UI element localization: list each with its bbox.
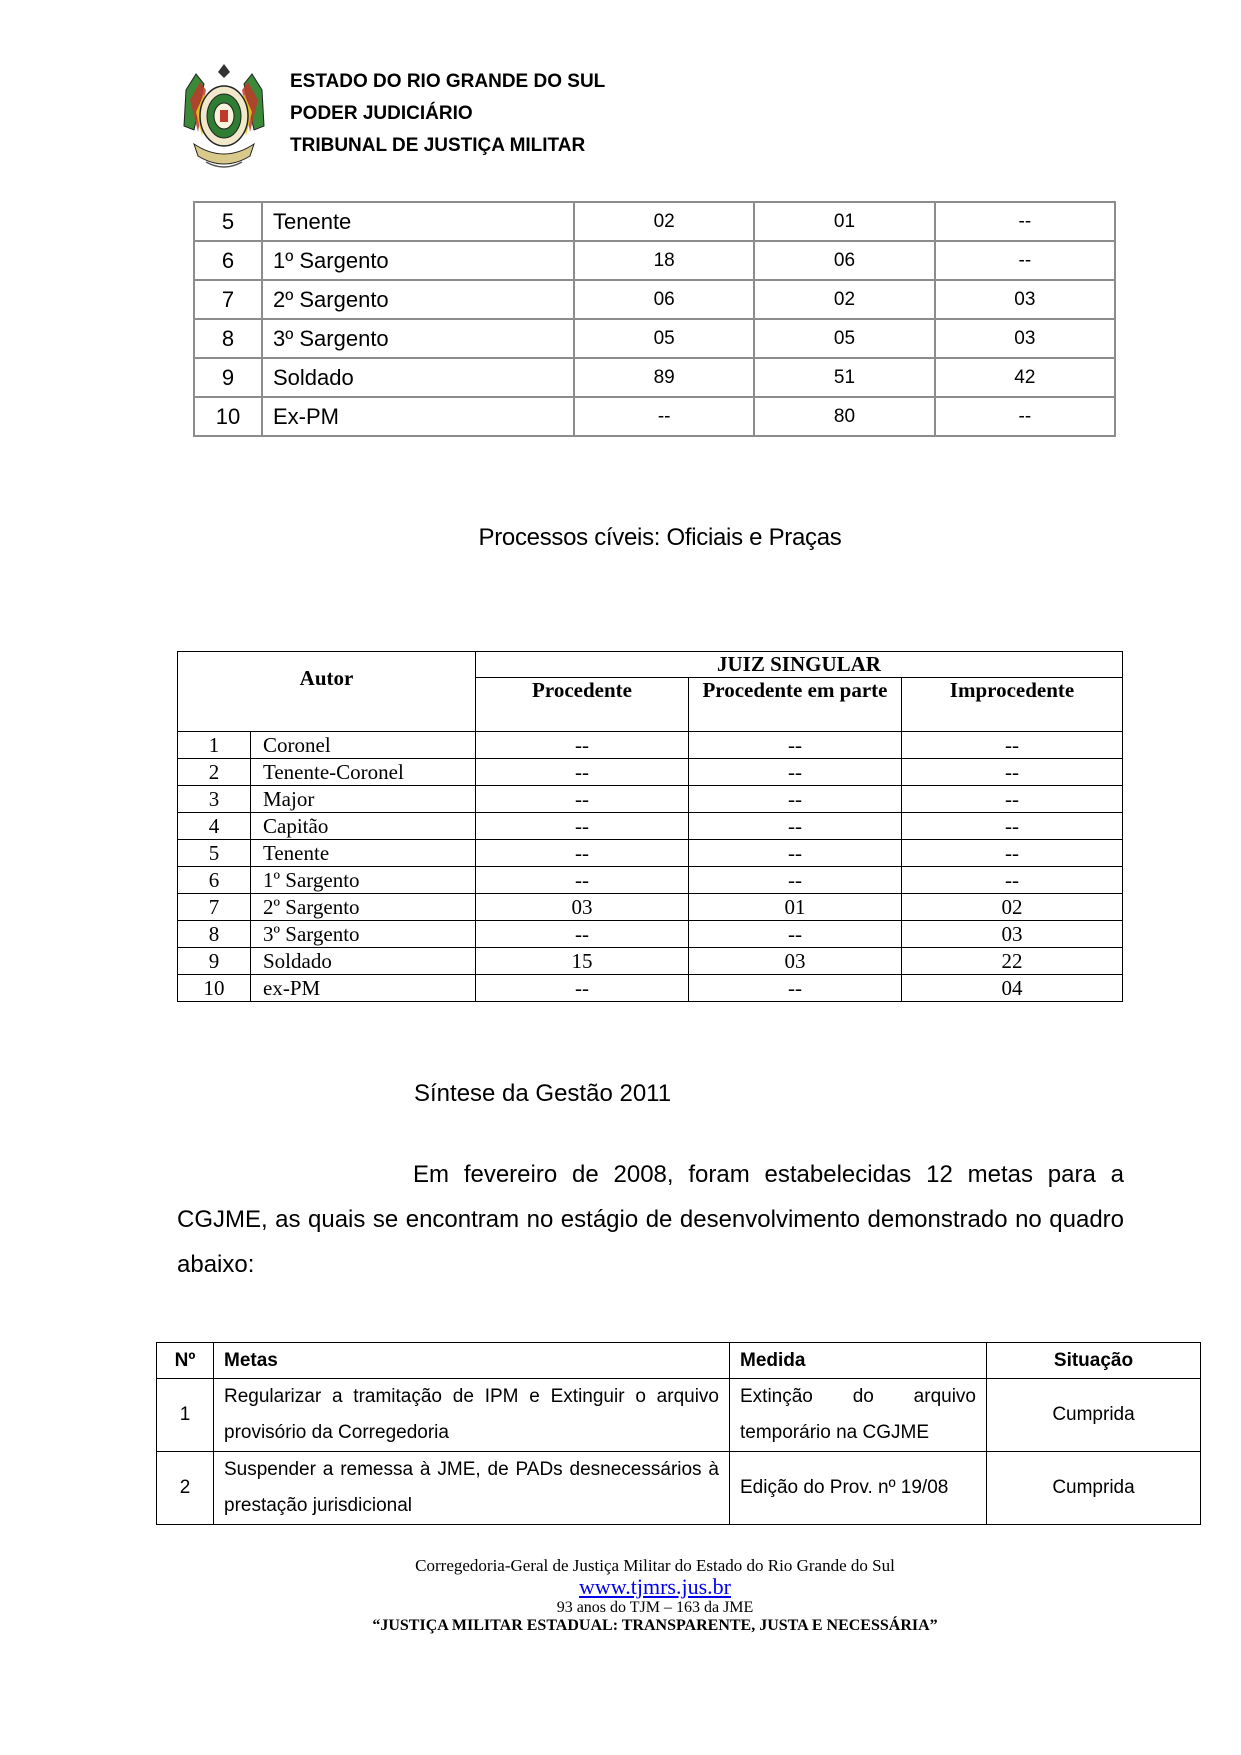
procedente-em-parte-cell: -- bbox=[689, 975, 902, 1002]
goals-number-header: Nº bbox=[157, 1343, 214, 1379]
autor-header: Autor bbox=[178, 652, 476, 732]
rank-name: Ex-PM bbox=[262, 397, 574, 436]
table-row bbox=[178, 813, 1123, 840]
goal-medida: Edição do Prov. nº 19/08 bbox=[730, 1452, 987, 1525]
row-number: 6 bbox=[178, 867, 251, 894]
improcedente-cell: -- bbox=[902, 732, 1123, 759]
table-row bbox=[194, 319, 1115, 358]
rank-name: 1º Sargento bbox=[262, 241, 574, 280]
rank-name: Capitão bbox=[251, 813, 476, 840]
header-state: ESTADO DO RIO GRANDE DO SUL bbox=[290, 71, 606, 92]
value-cell: 51 bbox=[754, 358, 934, 397]
procedente-cell: 03 bbox=[476, 894, 689, 921]
rank-name: Major bbox=[251, 786, 476, 813]
intro-paragraph bbox=[177, 1152, 1124, 1287]
table-row bbox=[178, 786, 1123, 813]
row-number: 7 bbox=[178, 894, 251, 921]
intro-paragraph-text: Em fevereiro de 2008, foram estabelecidas 12 metas para a CGJME, as quais se encontram no estágio de desenvolvimento demonstrado no quadro abaixo: bbox=[177, 1161, 1124, 1278]
procedente-cell: -- bbox=[476, 867, 689, 894]
rank-name: 3º Sargento bbox=[262, 319, 574, 358]
improcedente-cell: -- bbox=[902, 759, 1123, 786]
procedente-em-parte-cell: -- bbox=[689, 867, 902, 894]
procedente-em-parte-cell: 03 bbox=[689, 948, 902, 975]
footer-anniversary: 93 anos do TJM – 163 da JME bbox=[556, 1599, 754, 1616]
rank-name: 1º Sargento bbox=[251, 867, 476, 894]
improcedente-cell: -- bbox=[902, 867, 1123, 894]
goal-meta: Regularizar a tramitação de IPM e Extinguir o arquivo provisório da Corregedoria bbox=[214, 1379, 730, 1452]
coat-of-arms-logo bbox=[176, 60, 272, 178]
page-footer bbox=[0, 1556, 1241, 1635]
row-number: 8 bbox=[178, 921, 251, 948]
goal-medida: Extinção do arquivo temporário na CGJME bbox=[730, 1379, 987, 1452]
value-cell: -- bbox=[574, 397, 754, 436]
value-cell: -- bbox=[935, 241, 1115, 280]
table-row bbox=[157, 1379, 1201, 1452]
institution-header bbox=[290, 66, 605, 162]
procedente-cell: -- bbox=[476, 813, 689, 840]
goal-situacao: Cumprida bbox=[987, 1379, 1201, 1452]
procedente-em-parte-cell: -- bbox=[689, 732, 902, 759]
section-title-synthesis: Síntese da Gestão 2011 bbox=[414, 1080, 672, 1107]
table-row bbox=[194, 280, 1115, 319]
row-number: 9 bbox=[194, 358, 262, 397]
rank-name: Tenente bbox=[262, 202, 574, 241]
rank-name: 2º Sargento bbox=[262, 280, 574, 319]
value-cell: -- bbox=[935, 397, 1115, 436]
section-title-civil-processes: Processos cíveis: Oficiais e Praças bbox=[478, 524, 842, 551]
table-row bbox=[178, 732, 1123, 759]
improcedente-cell: -- bbox=[902, 786, 1123, 813]
table-row bbox=[194, 358, 1115, 397]
table-row bbox=[194, 241, 1115, 280]
goals-medida-header: Medida bbox=[730, 1343, 987, 1379]
rank-name: Tenente-Coronel bbox=[251, 759, 476, 786]
procedente-em-parte-cell: -- bbox=[689, 813, 902, 840]
table-row bbox=[194, 397, 1115, 436]
procedente-cell: -- bbox=[476, 732, 689, 759]
improcedente-cell: 02 bbox=[902, 894, 1123, 921]
footer-institution: Corregedoria-Geral de Justiça Militar do Estado do Rio Grande do Sul bbox=[415, 1556, 895, 1575]
improcedente-header: Improcedente bbox=[902, 678, 1123, 732]
improcedente-cell: 22 bbox=[902, 948, 1123, 975]
value-cell: -- bbox=[935, 202, 1115, 241]
row-number: 9 bbox=[178, 948, 251, 975]
civil-processes-table bbox=[177, 651, 1123, 1002]
row-number: 2 bbox=[178, 759, 251, 786]
rank-name: ex-PM bbox=[251, 975, 476, 1002]
value-cell: 01 bbox=[754, 202, 934, 241]
table-row bbox=[178, 840, 1123, 867]
row-number: 6 bbox=[194, 241, 262, 280]
rank-name: Coronel bbox=[251, 732, 476, 759]
value-cell: 02 bbox=[754, 280, 934, 319]
table-row bbox=[178, 867, 1123, 894]
header-court: TRIBUNAL DE JUSTIÇA MILITAR bbox=[290, 135, 586, 156]
rank-name: 2º Sargento bbox=[251, 894, 476, 921]
value-cell: 06 bbox=[754, 241, 934, 280]
table-row bbox=[178, 921, 1123, 948]
procedente-em-parte-cell: -- bbox=[689, 786, 902, 813]
table-row bbox=[178, 948, 1123, 975]
goal-situacao: Cumprida bbox=[987, 1452, 1201, 1525]
row-number: 10 bbox=[194, 397, 262, 436]
value-cell: 18 bbox=[574, 241, 754, 280]
procedente-em-parte-cell: -- bbox=[689, 759, 902, 786]
rank-name: Tenente bbox=[251, 840, 476, 867]
value-cell: 89 bbox=[574, 358, 754, 397]
footer-website-link[interactable]: www.tjmrs.jus.br bbox=[579, 1574, 731, 1599]
procedente-header: Procedente bbox=[476, 678, 689, 732]
goals-situacao-header: Situação bbox=[987, 1343, 1201, 1379]
table-row bbox=[157, 1452, 1201, 1525]
table-row bbox=[178, 975, 1123, 1002]
procedente-cell: 15 bbox=[476, 948, 689, 975]
row-number: 7 bbox=[194, 280, 262, 319]
table-row bbox=[178, 759, 1123, 786]
procedente-cell: -- bbox=[476, 921, 689, 948]
row-number: 4 bbox=[178, 813, 251, 840]
improcedente-cell: -- bbox=[902, 813, 1123, 840]
value-cell: 03 bbox=[935, 319, 1115, 358]
row-number: 3 bbox=[178, 786, 251, 813]
value-cell: 80 bbox=[754, 397, 934, 436]
goals-table bbox=[156, 1342, 1201, 1525]
row-number: 5 bbox=[178, 840, 251, 867]
row-number: 10 bbox=[178, 975, 251, 1002]
goal-number: 1 bbox=[157, 1379, 214, 1452]
ranks-table-continued bbox=[193, 201, 1116, 437]
rank-name: Soldado bbox=[251, 948, 476, 975]
table-row bbox=[178, 894, 1123, 921]
procedente-em-parte-cell: 01 bbox=[689, 894, 902, 921]
row-number: 5 bbox=[194, 202, 262, 241]
value-cell: 42 bbox=[935, 358, 1115, 397]
value-cell: 03 bbox=[935, 280, 1115, 319]
procedente-em-parte-header: Procedente em parte bbox=[689, 678, 902, 732]
footer-motto: “JUSTIÇA MILITAR ESTADUAL: TRANSPARENTE, JUSTA E NECESSÁRIA” bbox=[372, 1617, 938, 1634]
procedente-em-parte-cell: -- bbox=[689, 840, 902, 867]
procedente-em-parte-cell: -- bbox=[689, 921, 902, 948]
improcedente-cell: 04 bbox=[902, 975, 1123, 1002]
juiz-singular-header: JUIZ SINGULAR bbox=[476, 652, 1123, 678]
header-branch: PODER JUDICIÁRIO bbox=[290, 103, 473, 124]
goal-number: 2 bbox=[157, 1452, 214, 1525]
goals-metas-header: Metas bbox=[214, 1343, 730, 1379]
value-cell: 05 bbox=[574, 319, 754, 358]
rank-name: Soldado bbox=[262, 358, 574, 397]
procedente-cell: -- bbox=[476, 786, 689, 813]
value-cell: 02 bbox=[574, 202, 754, 241]
improcedente-cell: 03 bbox=[902, 921, 1123, 948]
table-row bbox=[194, 202, 1115, 241]
goal-meta: Suspender a remessa à JME, de PADs desnecessários à prestação jurisdicional bbox=[214, 1452, 730, 1525]
row-number: 8 bbox=[194, 319, 262, 358]
rank-name: 3º Sargento bbox=[251, 921, 476, 948]
value-cell: 06 bbox=[574, 280, 754, 319]
row-number: 1 bbox=[178, 732, 251, 759]
procedente-cell: -- bbox=[476, 840, 689, 867]
value-cell: 05 bbox=[754, 319, 934, 358]
procedente-cell: -- bbox=[476, 975, 689, 1002]
procedente-cell: -- bbox=[476, 759, 689, 786]
improcedente-cell: -- bbox=[902, 840, 1123, 867]
